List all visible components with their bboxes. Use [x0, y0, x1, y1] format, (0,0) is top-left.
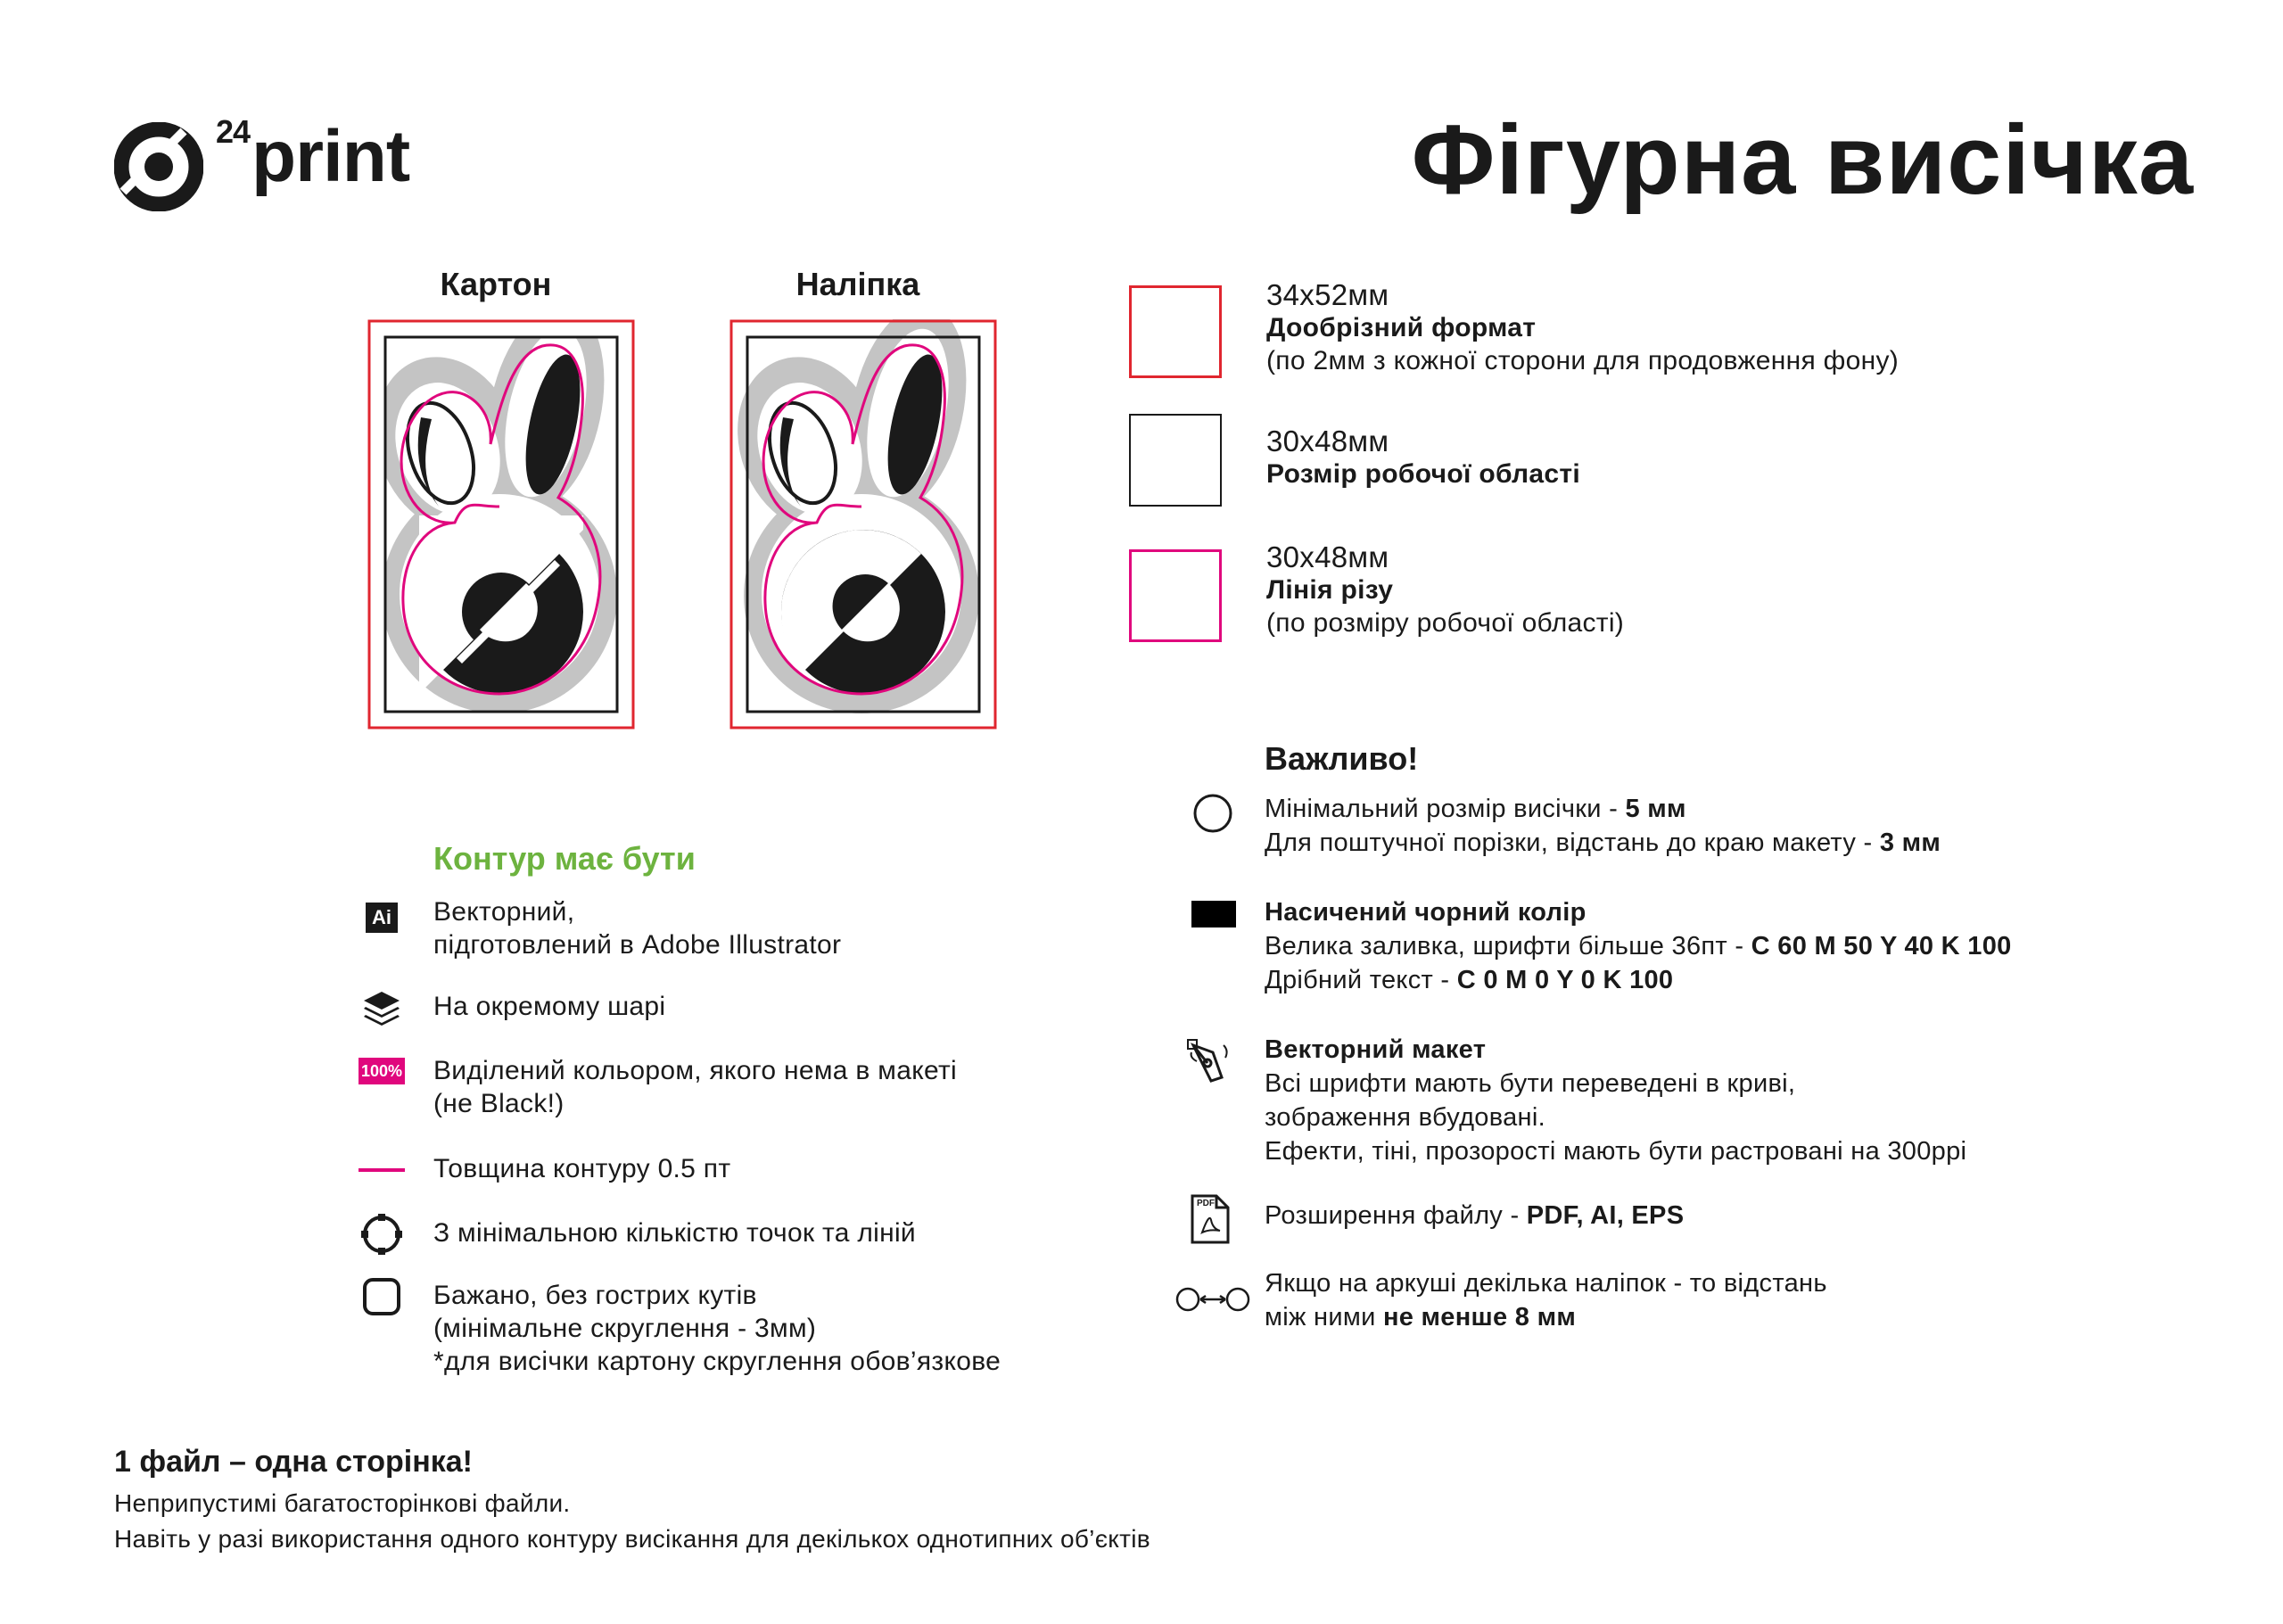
legend-title: Розмір робочої області [1266, 459, 1580, 489]
important-title: Важливо! [1265, 740, 1419, 777]
min-size-value: 5 мм [1625, 795, 1686, 823]
requirement-line: підготовлений в Adobe Illustrator [433, 930, 842, 960]
important-rich-black [1265, 895, 2012, 997]
spacing-value: не менше 8 мм [1382, 1303, 1577, 1331]
sticker-sample-illustration [729, 319, 997, 730]
footer-line: Неприпустимі багатосторінкові файли. [114, 1489, 571, 1517]
spacing-text: Якщо на аркуші декілька наліпок - то відстань [1265, 1269, 1827, 1298]
page-title: Фігурна висічка [1411, 105, 2194, 215]
brand-logo [114, 111, 435, 210]
footer-line: Навіть у разі використання одного контуру висікання для декількох однотипних об’єктів [114, 1525, 1150, 1553]
legend-magenta-box [1129, 549, 1222, 642]
legend-item-trim [1266, 278, 1899, 377]
vector-line: Ефекти, тіні, прозорості мають бути растровані на 300ppi [1265, 1137, 1967, 1166]
requirement-line: (не Black!) [433, 1089, 565, 1118]
rich-black-cmyk: C 60 M 50 Y 40 K 100 [1751, 932, 2012, 960]
circle-icon [1191, 792, 1234, 835]
legend-item-cut-line [1266, 540, 1624, 639]
sample-label-cardboard: Картон [440, 266, 552, 302]
requirements-title: Контур має бути [433, 840, 696, 877]
requirement-item [433, 990, 665, 1023]
vector-line: зображення вбудовані. [1265, 1103, 1545, 1132]
circle-anchors-icon [360, 1213, 403, 1256]
file-format-text: Розширення файлу - [1265, 1201, 1527, 1230]
important-spacing [1265, 1266, 1827, 1334]
edge-distance-value: 3 мм [1879, 828, 1941, 857]
requirement-item [433, 1152, 730, 1185]
layers-icon [362, 988, 401, 1027]
legend-item-work-area [1266, 425, 1580, 490]
requirement-line: З мінімальною кількістю точок та ліній [433, 1218, 916, 1248]
requirement-line: Векторний, [433, 897, 575, 927]
color-100-badge-icon: 100% [359, 1058, 405, 1084]
requirement-line: Товщина контуру 0.5 пт [433, 1154, 731, 1183]
requirement-item [433, 1054, 957, 1120]
legend-note: (по розміру робочої області) [1266, 608, 1625, 638]
file-format-value: PDF, AI, EPS [1526, 1201, 1685, 1230]
requirement-line: На окремому шарі [433, 992, 666, 1021]
requirement-line: (мінімальне скруглення - 3мм) [433, 1314, 817, 1343]
requirement-item [433, 895, 841, 961]
legend-dimensions: 34x52мм [1266, 278, 1389, 311]
small-text-text: Дрібний текст - [1265, 966, 1457, 994]
requirement-item [433, 1279, 1001, 1378]
distance-arrow-icon [1175, 1284, 1250, 1315]
pdf-file-label: PDF [1197, 1199, 1215, 1208]
legend-red-box [1129, 285, 1222, 378]
min-size-text: Мінімальний розмір висічки - [1265, 795, 1626, 823]
cardboard-sample-illustration [367, 319, 635, 730]
logo-superscript: 24 [216, 113, 251, 150]
requirement-line: Виділений кольором, якого нема в макеті [433, 1056, 957, 1085]
stroke-line-icon [359, 1168, 405, 1172]
logo-wordmark: print [251, 116, 410, 197]
important-file-format [1265, 1199, 1684, 1232]
legend-note: (по 2мм з кожної сторони для продовження фону) [1266, 346, 1900, 375]
black-rectangle-icon [1191, 901, 1236, 927]
requirement-item [433, 1216, 916, 1249]
requirement-line: Бажано, без гострих кутів [433, 1281, 757, 1310]
edge-distance-text: Для поштучної порізки, відстань до краю макету - [1265, 828, 1880, 857]
legend-dimensions: 30x48мм [1266, 425, 1389, 458]
vector-line: Всі шрифти мають бути переведені в криві, [1265, 1069, 1796, 1098]
requirement-line: *для висічки картону скруглення обов’язкове [433, 1347, 1001, 1376]
vector-title: Векторний макет [1265, 1035, 1487, 1064]
important-vector [1265, 1033, 1966, 1168]
legend-title: Лінія різу [1266, 575, 1394, 605]
pen-tool-icon [1186, 1035, 1236, 1084]
spacing-text: між ними [1265, 1303, 1383, 1331]
pdf-file-icon [1190, 1193, 1231, 1245]
rich-black-text: Велика заливка, шрифти більше 36пт - [1265, 932, 1751, 960]
footer-title: 1 файл – одна сторінка! [114, 1445, 473, 1479]
legend-title: Дообрізний формат [1266, 313, 1537, 342]
small-text-cmyk: C 0 M 0 Y 0 K 100 [1456, 966, 1674, 994]
rich-black-title: Насичений чорний колір [1265, 898, 1587, 927]
rounded-square-icon [362, 1277, 401, 1316]
adobe-illustrator-icon: Ai [366, 903, 398, 933]
sample-label-sticker: Наліпка [795, 266, 920, 302]
legend-dimensions: 30x48мм [1266, 540, 1389, 573]
legend-black-box [1129, 414, 1222, 507]
important-min-size [1265, 792, 1941, 860]
logo-mark-icon [114, 122, 203, 211]
